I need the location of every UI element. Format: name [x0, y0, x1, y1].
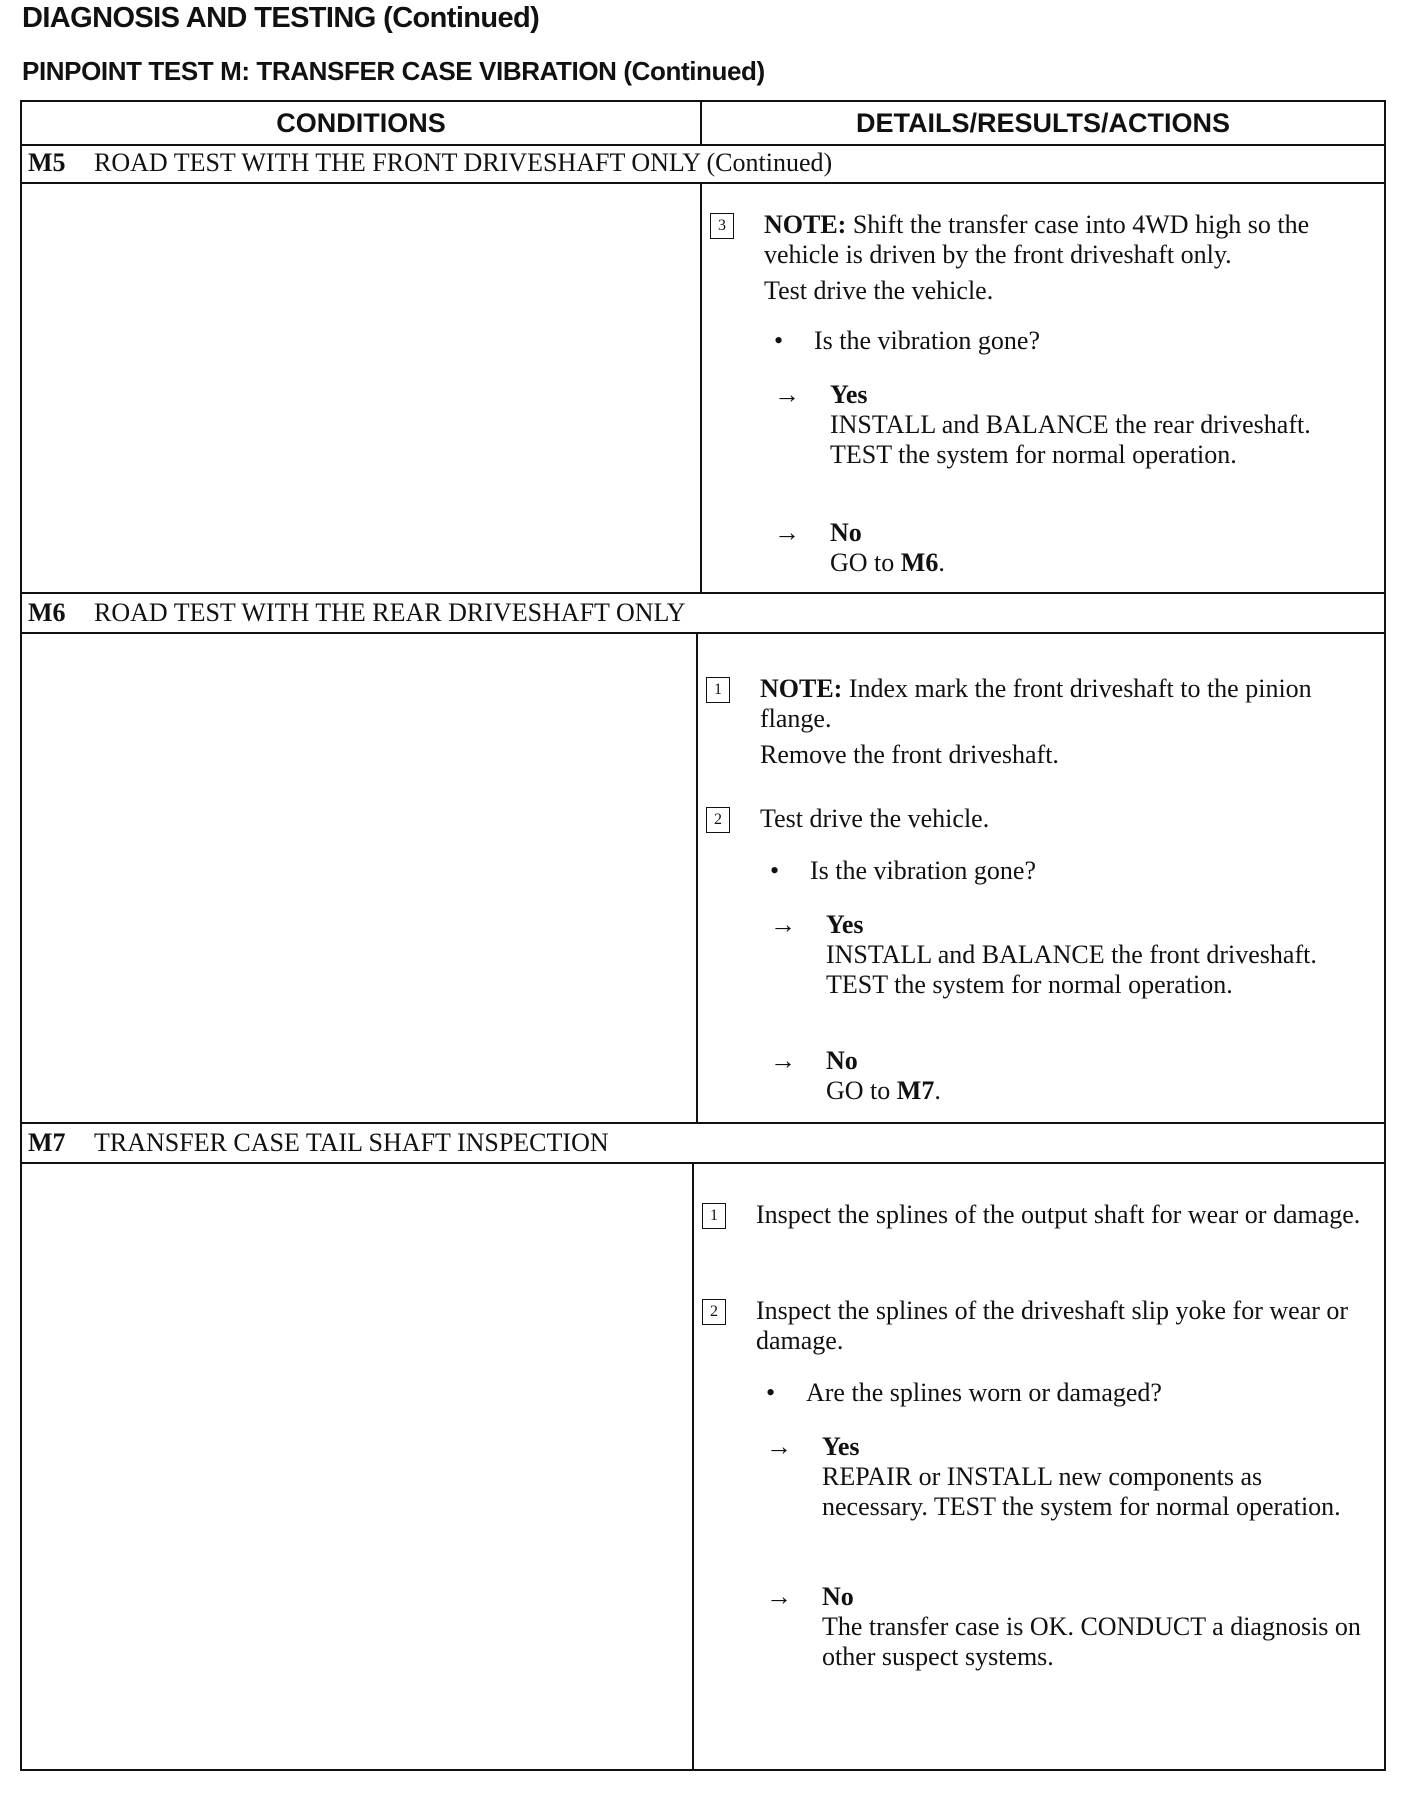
details-cell	[694, 1164, 1384, 1769]
step-header-m6	[22, 594, 1384, 634]
no-label: No	[830, 518, 862, 547]
result-yes	[774, 380, 1374, 470]
question	[770, 856, 1036, 886]
page-heading: DIAGNOSIS AND TESTING (Continued)	[22, 2, 540, 34]
question	[766, 1378, 1162, 1408]
yes-label: Yes	[822, 1432, 860, 1461]
note-text: Index mark the front driveshaft to the pinion flange.	[760, 674, 1312, 733]
arrow-icon: →	[766, 1582, 792, 1611]
yes-label: Yes	[826, 910, 864, 939]
arrow-icon: →	[770, 910, 796, 939]
step-text: Inspect the splines of the driveshaft slip yoke for wear or damage.	[756, 1296, 1349, 1355]
yes-action: INSTALL and BALANCE the front driveshaft. TEST the system for normal operation.	[826, 940, 1317, 999]
no-action	[830, 548, 1374, 578]
no-action-prefix: GO to	[826, 1076, 897, 1105]
result-yes	[770, 910, 1374, 1000]
note-label: NOTE:	[760, 674, 843, 703]
arrow-icon: →	[766, 1432, 792, 1461]
substep-2	[694, 1296, 1374, 1356]
details-cell	[702, 184, 1384, 592]
yes-action: INSTALL and BALANCE the rear driveshaft. TEST the system for normal operation.	[830, 410, 1311, 469]
substep-2	[698, 804, 1374, 834]
step-id: M7	[28, 1128, 66, 1157]
no-action-prefix: GO to	[830, 548, 901, 577]
no-action	[826, 1076, 1374, 1106]
bullet-icon: •	[770, 856, 780, 885]
step-id: M6	[28, 598, 66, 627]
note-label: NOTE:	[764, 210, 847, 239]
result-no	[774, 518, 1374, 578]
step-number-box: 2	[706, 807, 730, 833]
step-number-box: 3	[710, 213, 734, 239]
no-action-target: M6	[900, 548, 939, 577]
arrow-icon: →	[774, 380, 800, 409]
yes-action: REPAIR or INSTALL new components as necessary. TEST the system for normal operation.	[822, 1462, 1341, 1521]
substep-1	[698, 674, 1374, 770]
step-text: Inspect the splines of the output shaft for wear or damage.	[756, 1200, 1361, 1229]
column-header-row	[22, 102, 1384, 146]
step-body-m6	[22, 634, 1384, 1124]
step-title: ROAD TEST WITH THE REAR DRIVESHAFT ONLY	[94, 598, 686, 627]
step-title: TRANSFER CASE TAIL SHAFT INSPECTION	[94, 1128, 609, 1157]
bullet-icon: •	[766, 1378, 776, 1407]
details-column-header: DETAILS/RESULTS/ACTIONS	[855, 107, 1230, 138]
step-body-m7	[22, 1164, 1384, 1769]
pinpoint-test-title: PINPOINT TEST M: TRANSFER CASE VIBRATION (Continued)	[22, 56, 765, 86]
step-body-m5	[22, 184, 1384, 594]
question	[774, 326, 1040, 356]
conditions-column-header: CONDITIONS	[22, 102, 702, 144]
instruction-text: Remove the front driveshaft.	[760, 740, 1059, 769]
no-action: The transfer case is OK. CONDUCT a diagnosis on other suspect systems.	[822, 1612, 1361, 1671]
result-no	[770, 1046, 1374, 1106]
step-number-box: 1	[706, 677, 730, 703]
question-text: Is the vibration gone?	[814, 326, 1040, 355]
result-yes	[766, 1432, 1374, 1522]
arrow-icon: →	[774, 518, 800, 547]
no-action-suffix: .	[938, 548, 945, 577]
step-id: M5	[28, 148, 66, 177]
no-label: No	[826, 1046, 858, 1075]
bullet-icon: •	[774, 326, 784, 355]
step-number-box: 1	[702, 1203, 726, 1229]
substep-3	[702, 210, 1374, 306]
pinpoint-test-table	[20, 100, 1386, 1771]
note-text: Shift the transfer case into 4WD high so the vehicle is driven by the front driveshaft only.	[764, 210, 1310, 269]
no-action-suffix: .	[934, 1076, 941, 1105]
step-title: ROAD TEST WITH THE FRONT DRIVESHAFT ONLY (Continued)	[94, 148, 833, 177]
no-action-target: M7	[896, 1076, 935, 1105]
no-label: No	[822, 1582, 854, 1611]
step-number-box: 2	[702, 1299, 726, 1325]
question-text: Is the vibration gone?	[810, 856, 1036, 885]
arrow-icon: →	[770, 1046, 796, 1075]
step-header-m7	[22, 1124, 1384, 1164]
details-cell	[698, 634, 1384, 1122]
question-text: Are the splines worn or damaged?	[806, 1378, 1162, 1407]
substep-1	[694, 1200, 1374, 1230]
yes-label: Yes	[830, 380, 868, 409]
result-no	[766, 1582, 1374, 1672]
instruction-text: Test drive the vehicle.	[764, 276, 994, 305]
step-header-m5	[22, 144, 1384, 184]
step-text: Test drive the vehicle.	[760, 804, 990, 833]
